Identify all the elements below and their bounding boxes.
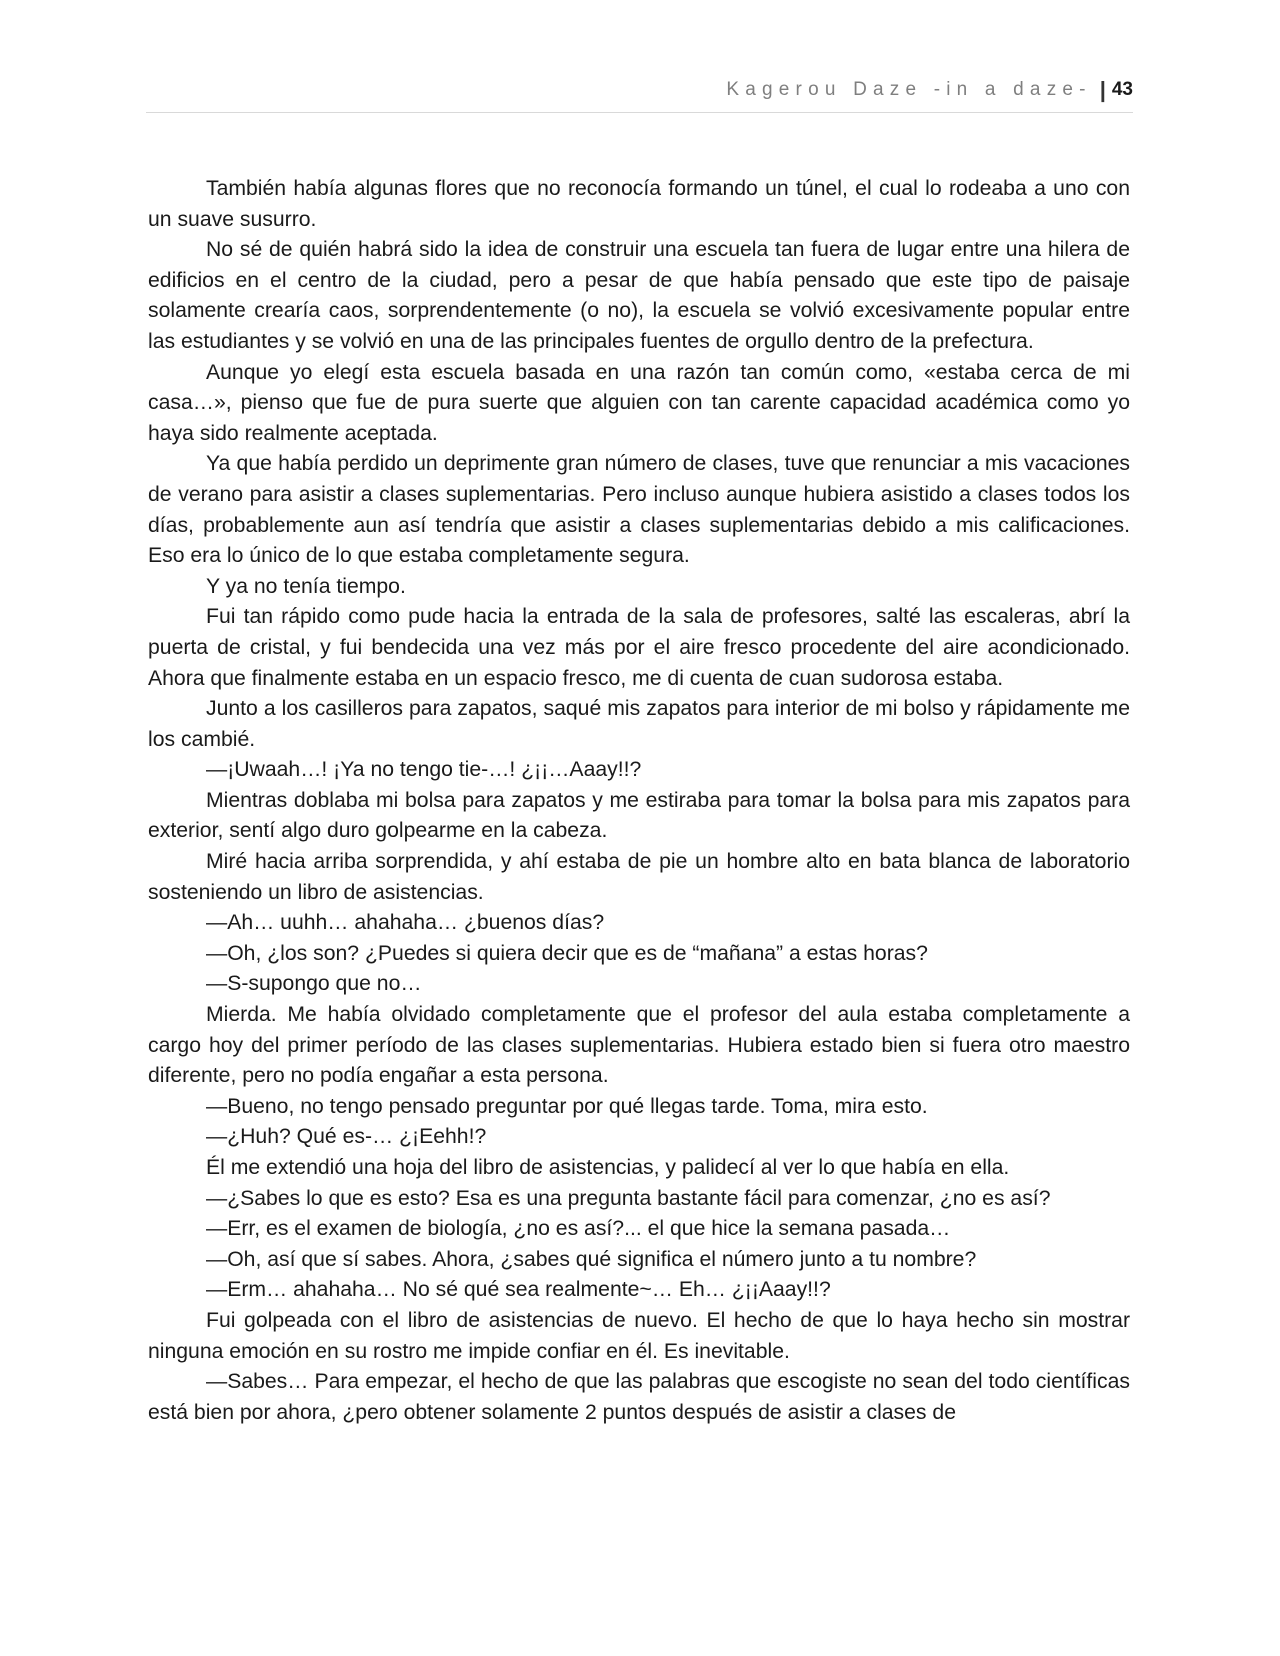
paragraph: Fui golpeada con el libro de asistencias de nuevo. El hecho de que lo haya hecho sin mostrar ninguna emoción en su rostro me impide confiar en él. Es inevitable. [148,1308,1130,1363]
paragraph: Junto a los casilleros para zapatos, saqué mis zapatos para interior de mi bolso y rápidamente me los cambié. [148,697,1130,751]
paragraph: Ya que había perdido un deprimente gran número de clases, tuve que renunciar a mis vacaciones de verano para asistir a clases suplementarias. Pero incluso aunque hubiera asistido a clases todos los días, probablemente aun así tendría que asistir a clases suplementarias debido a mis calificaciones. Eso era lo único de lo que estaba completamente segura. [148,452,1130,568]
header-separator: | [1099,77,1106,102]
dialogue-line: —¿Huh? Qué es-… ¿¡Eehh!? [206,1125,487,1149]
paragraph: Aunque yo elegí esta escuela basada en una razón tan común como, «estaba cerca de mi casa…», pienso que fue de pura suerte que alguien con tan carente capacidad académica como yo haya sido realmente aceptada. [148,360,1130,445]
dialogue-line: —¿Sabes lo que es esto? Esa es una pregunta bastante fácil para comenzar, ¿no es así? [206,1186,1051,1210]
dialogue-line: —Err, es el examen de biología, ¿no es así?... el que hice la semana pasada… [206,1217,951,1241]
paragraph: Fui tan rápido como pude hacia la entrada de la sala de profesores, salté las escaleras, abrí la puerta de cristal, y fui bendecida una vez más por el aire fresco procedente del aire acondicionado. Ahora que finalmente estaba en un espacio fresco, me di cuenta de cuan sudorosa estaba. [148,605,1130,690]
body-text [148,174,1130,1428]
paragraph: También había algunas flores que no reconocía formando un túnel, el cual lo rodeaba a uno con un suave susurro. [148,177,1130,231]
paragraph: Mientras doblaba mi bolsa para zapatos y me estiraba para tomar la bolsa para mis zapatos para exterior, sentí algo duro golpearme en la cabeza. [148,788,1130,843]
dialogue-line: —Oh, ¿los son? ¿Puedes si quiera decir que es de “mañana” a estas horas? [206,941,928,965]
paragraph: Miré hacia arriba sorprendida, y ahí estaba de pie un hombre alto en bata blanca de laboratorio sosteniendo un libro de asistencias. [148,850,1130,904]
dialogue-line: —¡Uwaah…! ¡Ya no tengo tie-…! ¿¡¡…Aaay!!? [206,758,642,782]
paragraph: Él me extendió una hoja del libro de asistencias, y palidecí al ver lo que había en ella. [206,1156,1010,1179]
book-title: Kagerou Daze -in a daze- [726,79,1092,100]
dialogue-line: —Bueno, no tengo pensado preguntar por qué llegas tarde. Toma, mira esto. [206,1094,928,1118]
dialogue-line: —Erm… ahahaha… No sé qué sea realmente~… Eh… ¿¡¡Aaay!!? [206,1278,831,1302]
paragraph: Y ya no tenía tiempo. [206,574,406,598]
dialogue-line: —S-supongo que no… [206,972,422,996]
dialogue-line: —Oh, así que sí sabes. Ahora, ¿sabes qué significa el número junto a tu nombre? [206,1247,977,1271]
paragraph: No sé de quién habrá sido la idea de construir una escuela tan fuera de lugar entre una hilera de edificios en el centro de la ciudad, pero a pesar de que había pensado que este tipo de paisaje solamente crearía caos, sorprendentemente (o no), la escuela se volvió excesivamente popular entre las estudiantes y se volvió en una de las principales fuentes de orgullo dentro de la prefectura. [148,238,1130,353]
paragraph: Mierda. Me había olvidado completamente que el profesor del aula estaba completamente a cargo hoy del primer período de las clases suplementarias. Hubiera estado bien si fuera otro maestro diferente, pero no podía engañar a esta persona. [148,1003,1130,1088]
page-number: 43 [1111,79,1133,100]
dialogue-line: —Sabes… Para empezar, el hecho de que las palabras que escogiste no sean del todo científicas está bien por ahora, ¿pero obtener solamente 2 puntos después de asistir a clases de [148,1370,1130,1424]
running-header [146,72,1133,113]
dialogue-line: —Ah… uuhh… ahahaha… ¿buenos días? [206,911,605,935]
